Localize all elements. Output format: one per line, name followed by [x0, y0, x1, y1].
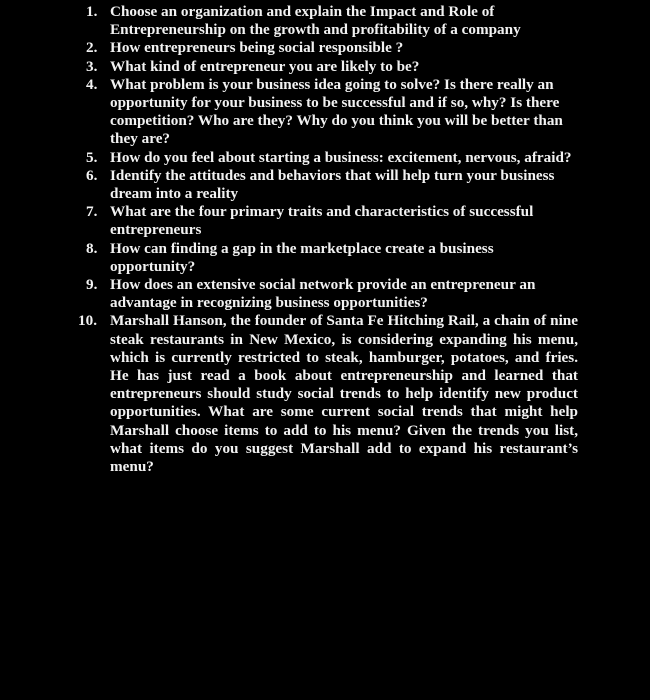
question-number: 9. — [86, 276, 98, 294]
question-item-10 — [78, 312, 578, 476]
question-number: 4. — [86, 75, 98, 93]
question-number: 5. — [86, 148, 98, 166]
question-number: 2. — [86, 39, 98, 57]
question-item-1 — [86, 3, 578, 39]
question-text: What are the four primary traits and characteristics of successful entrepreneurs — [110, 203, 534, 239]
question-item-8 — [86, 240, 578, 276]
question-list — [78, 3, 578, 476]
question-text: How entrepreneurs being social responsible ? — [110, 39, 404, 57]
question-text: How does an extensive social network provide an entrepreneur an advantage in recognizing business opportunities? — [110, 276, 536, 312]
question-text: What kind of entrepreneur you are likely to be? — [110, 57, 420, 75]
question-number: 8. — [86, 239, 98, 257]
question-number: 3. — [86, 57, 98, 75]
question-number: 1. — [86, 3, 98, 20]
question-item-3 — [86, 58, 578, 76]
question-number: 6. — [86, 166, 98, 184]
question-item-7 — [86, 203, 578, 239]
question-text: What problem is your business idea going to solve? Is there really an opportunity for your business to be successful and if so, why? Is there competition? Who are they? Why do you think you will be better than they are? — [110, 75, 563, 148]
question-item-2 — [86, 39, 578, 57]
question-item-5 — [86, 149, 578, 167]
question-item-4 — [86, 76, 578, 149]
question-number: 7. — [86, 203, 98, 221]
question-text: Identify the attitudes and behaviors that will help turn your business dream into a reality — [110, 166, 555, 203]
question-item-9 — [86, 276, 578, 312]
question-item-6 — [86, 167, 578, 203]
question-text: Marshall Hanson, the founder of Santa Fe Hitching Rail, a chain of nine steak restaurants in New Mexico, is considering expanding his menu, which is currently restricted to steak, hamburger, potatoes, and fries. He has just read a book about entrepreneurship and learned that entrepreneurs should study social trends to help identify new product opportunities. What are some current social trends that might help Marshall choose items to add to his menu? Given the trends you list, what items do you suggest Marshall add to expand his restaurant’s menu? — [110, 312, 578, 476]
question-text: How do you feel about starting a business: excitement, nervous, afraid? — [110, 148, 572, 166]
question-number: 10. — [78, 312, 97, 330]
question-text: Choose an organization and explain the Impact and Role of Entrepreneurship on the growth and profitability of a company — [110, 3, 521, 39]
question-text: How can finding a gap in the marketplace create a business opportunity? — [110, 239, 494, 275]
